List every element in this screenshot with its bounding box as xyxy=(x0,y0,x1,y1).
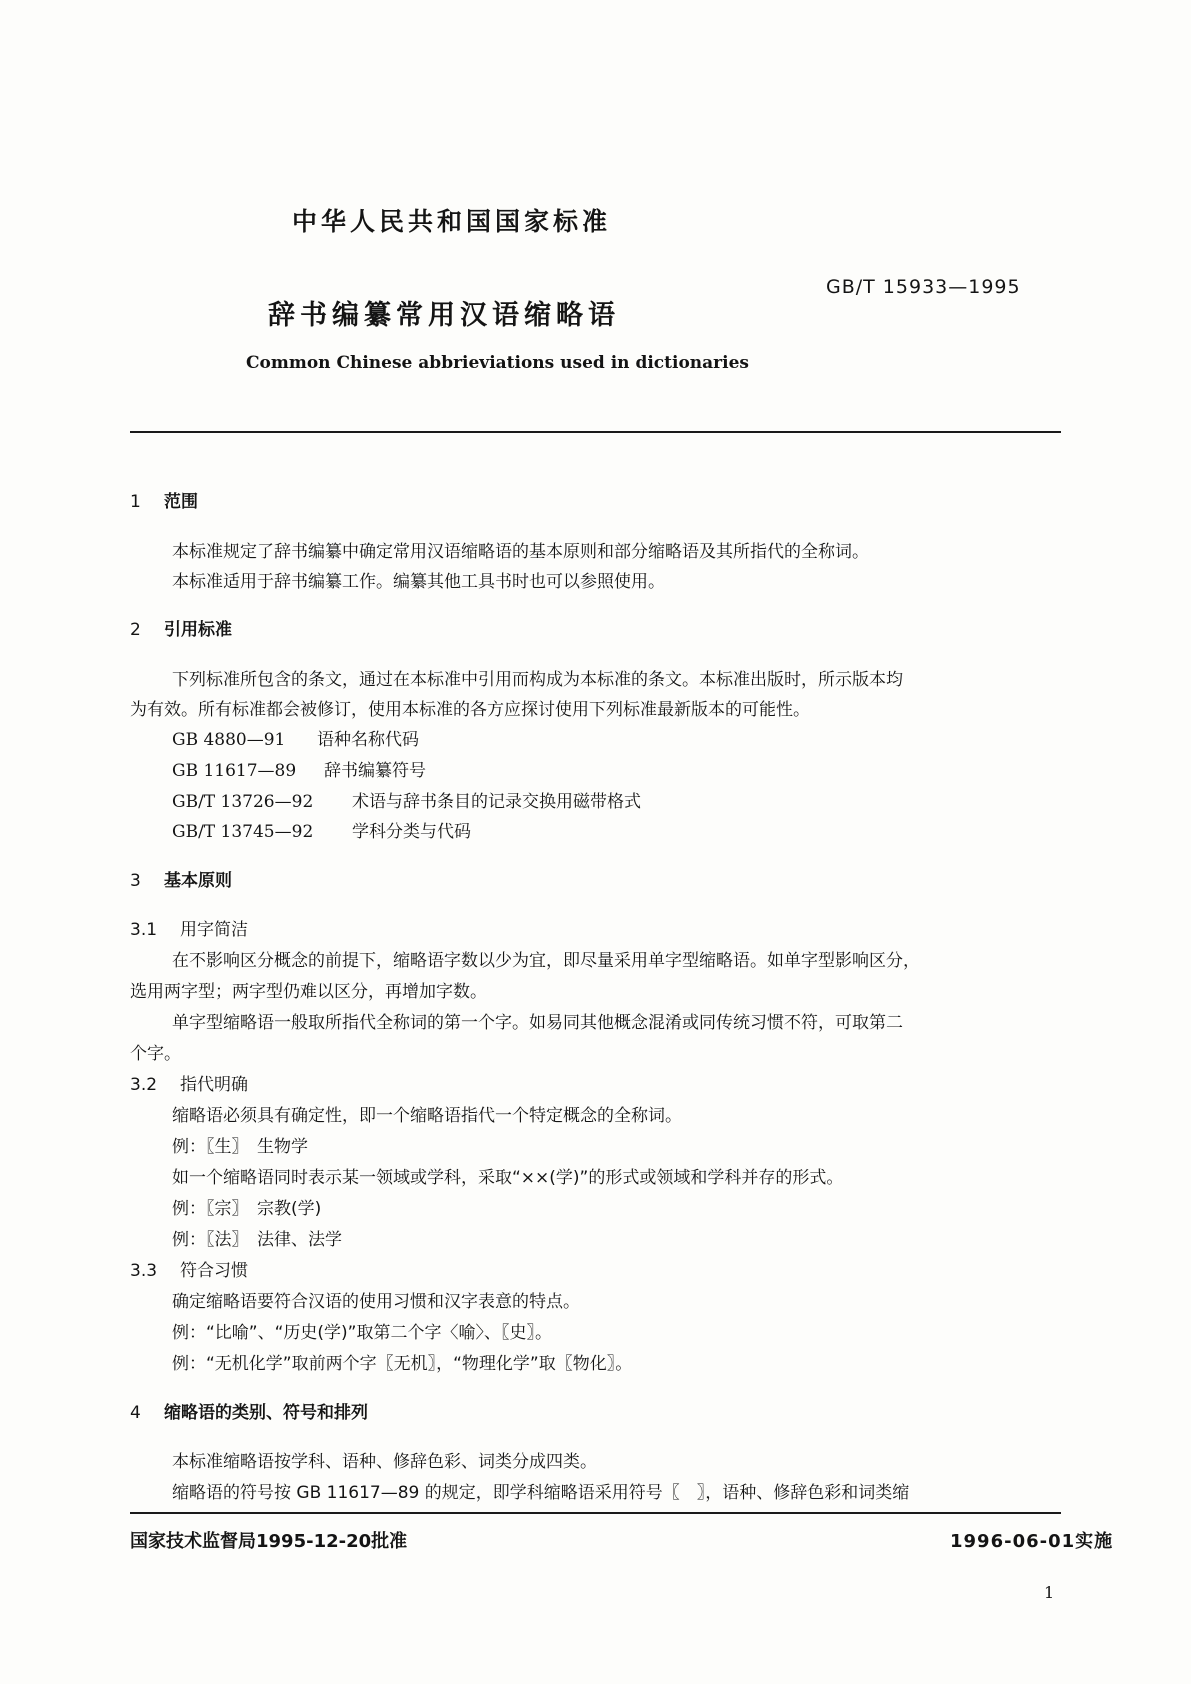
reference-item xyxy=(172,756,426,781)
example-line: 例：〖宗〗 宗教(学) xyxy=(172,1199,322,1219)
paragraph: 确定缩略语要符合汉语的使用习惯和汉字表意的特点。 xyxy=(172,1292,580,1312)
paragraph: 本标准规定了辞书编纂中确定常用汉语缩略语的基本原则和部分缩略语及其所指代的全称词。 xyxy=(172,542,869,562)
section-number: 4 xyxy=(130,1403,141,1423)
paragraph: 单字型缩略语一般取所指代全称词的第一个字。如易同其他概念混淆或同传统习惯不符，可取第二 xyxy=(172,1013,903,1033)
reference-code: GB/T 13726—92 xyxy=(172,792,314,812)
footer-divider xyxy=(130,1512,1061,1514)
example-line: 例：〖生〗 生物学 xyxy=(172,1137,308,1157)
paragraph: 本标准适用于辞书编纂工作。编纂其他工具书时也可以参照使用。 xyxy=(172,572,665,592)
paragraph: 缩略语必须具有确定性，即一个缩略语指代一个特定概念的全称词。 xyxy=(172,1106,682,1126)
reference-code: GB 11617—89 xyxy=(172,761,297,781)
paragraph: 下列标准所包含的条文，通过在本标准中引用而构成为本标准的条文。本标准出版时，所示版本均 xyxy=(172,670,903,690)
subsection-number: 3.1 xyxy=(130,920,158,940)
subsection-title: 用字简洁 xyxy=(180,920,248,940)
section-number: 2 xyxy=(130,620,141,640)
approval-date: 国家技术监督局1995-12-20批准 xyxy=(130,1531,408,1552)
section-number: 3 xyxy=(130,871,141,891)
subsection-3-1-heading xyxy=(130,915,248,940)
subsection-title: 符合习惯 xyxy=(180,1261,248,1281)
subsection-3-2-heading xyxy=(130,1070,248,1095)
page-number: 1 xyxy=(1044,1583,1055,1602)
reference-name: 语种名称代码 xyxy=(317,730,419,750)
section-title: 引用标准 xyxy=(164,620,232,640)
paragraph: 如一个缩略语同时表示某一领域或学科，采取“××(学)”的形式或领域和学科并存的形式。 xyxy=(172,1168,844,1188)
reference-name: 术语与辞书条目的记录交换用磁带格式 xyxy=(352,792,641,812)
example-line: 例：“无机化学”取前两个字〖无机〗，“物理化学”取〖物化〗。 xyxy=(172,1354,633,1374)
reference-item xyxy=(172,787,641,812)
standard-code: GB/T 15933—1995 xyxy=(826,276,1021,298)
paragraph: 为有效。所有标准都会被修订，使用本标准的各方应探讨使用下列标准最新版本的可能性。 xyxy=(130,700,810,720)
paragraph: 个字。 xyxy=(130,1044,181,1064)
paragraph: 选用两字型；两字型仍难以区分，再增加字数。 xyxy=(130,982,487,1002)
reference-item xyxy=(172,725,419,750)
section-title: 范围 xyxy=(164,492,198,512)
national-standard-heading: 中华人民共和国国家标准 xyxy=(292,207,612,236)
reference-code: GB/T 13745—92 xyxy=(172,822,314,842)
paragraph: 在不影响区分概念的前提下，缩略语字数以少为宜，即尽量采用单字型缩略语。如单字型影响区分， xyxy=(172,951,920,971)
reference-item xyxy=(172,817,471,842)
reference-name: 辞书编纂符号 xyxy=(324,761,426,781)
subsection-number: 3.2 xyxy=(130,1075,158,1095)
section-number: 1 xyxy=(130,492,141,512)
document-title-english: Common Chinese abbrieviations used in dictionaries xyxy=(246,353,749,373)
document-title: 辞书编纂常用汉语缩略语 xyxy=(268,300,620,331)
subsection-3-3-heading xyxy=(130,1256,248,1281)
implementation-date: 1996-06-01实施 xyxy=(950,1531,1114,1552)
section-title: 缩略语的类别、符号和排列 xyxy=(164,1403,368,1423)
section-2-heading xyxy=(130,615,232,640)
header-divider xyxy=(130,431,1061,433)
section-title: 基本原则 xyxy=(164,871,232,891)
example-line: 例：〖法〗 法律、法学 xyxy=(172,1230,342,1250)
example-line: 例：“比喻”、“历史(学)”取第二个字〈喻〉、〖史〗。 xyxy=(172,1323,552,1343)
subsection-title: 指代明确 xyxy=(180,1075,248,1095)
section-3-heading xyxy=(130,866,232,891)
reference-code: GB 4880—91 xyxy=(172,730,286,750)
paragraph: 缩略语的符号按 GB 11617—89 的规定，即学科缩略语采用符号〖 〗，语种、修辞色彩和词类缩 xyxy=(172,1483,910,1503)
paragraph: 本标准缩略语按学科、语种、修辞色彩、词类分成四类。 xyxy=(172,1452,597,1472)
section-1-heading xyxy=(130,487,198,512)
section-4-heading xyxy=(130,1398,368,1423)
subsection-number: 3.3 xyxy=(130,1261,158,1281)
reference-name: 学科分类与代码 xyxy=(352,822,471,842)
